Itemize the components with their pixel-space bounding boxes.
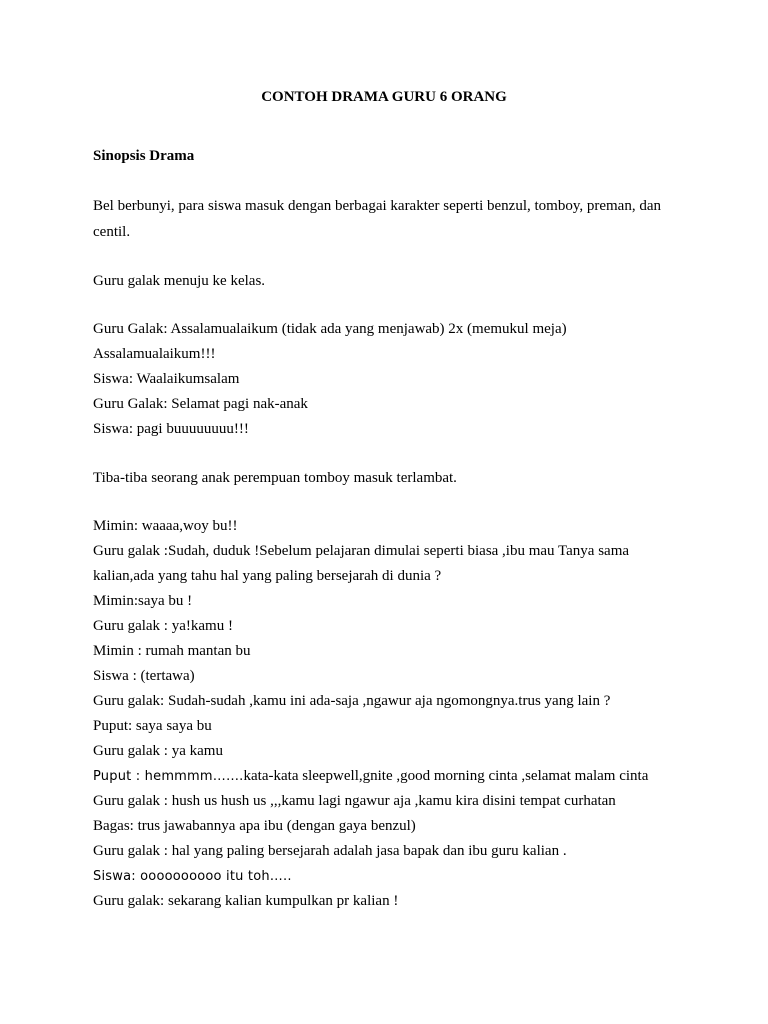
dialogue-line: Guru galak : hush us hush us ,,,kamu lagi ngawur aja ,kamu kira disini tempat curhatan [93, 793, 616, 809]
dialogue-line: Guru galak : ya!kamu ! [93, 618, 233, 634]
dialogue-line: Mimin: waaaa,woy bu!! [93, 518, 238, 534]
dialogue-line: Bagas: trus jawabannya apa ibu (dengan gaya benzul) [93, 818, 416, 834]
dialogue-line-puput [93, 764, 683, 789]
dialogue-line: Guru Galak: Assalamualaikum (tidak ada yang menjawab) 2x (memukul meja) [93, 321, 567, 337]
dialogue-line: kalian,ada yang tahu hal yang paling bersejarah di dunia ? [93, 568, 442, 584]
dialogue-line: Guru galak: sekarang kalian kumpulkan pr kalian ! [93, 893, 399, 909]
dialogue-block-greeting [93, 317, 683, 442]
dialogue-line: Siswa: Waalaikumsalam [93, 371, 240, 387]
dialogue-line: Siswa : (tertawa) [93, 668, 195, 684]
dialogue-line: Guru Galak: Selamat pagi nak-anak [93, 396, 308, 412]
dialogue-line: Guru galak: Sudah-sudah ,kamu ini ada-saja ,ngawur aja ngomongnya.trus yang lain ? [93, 693, 611, 709]
dialogue-line: Puput: saya saya bu [93, 718, 212, 734]
document-body [93, 193, 683, 937]
paragraph-teacher-enters: Guru galak menuju ke kelas. [93, 273, 266, 289]
dialogue-line: Mimin : rumah mantan bu [93, 643, 251, 659]
dialogue-line: Guru galak : ya kamu [93, 743, 223, 759]
dialogue-line-prefix: Puput : hemmmm……. [93, 769, 244, 784]
dialogue-line: Guru galak :Sudah, duduk !Sebelum pelajaran dimulai seperti biasa ,ibu mau Tanya sama [93, 543, 630, 559]
dialogue-line-rest: kata-kata sleepwell,gnite ,good morning cinta ,selamat malam cinta [243, 768, 649, 784]
paragraph-synopsis: Bel berbunyi, para siswa masuk dengan berbagai karakter seperti benzul, tomboy, preman, dan centil. [93, 198, 662, 240]
paragraph-late-student: Tiba-tiba seorang anak perempuan tomboy masuk terlambat. [93, 470, 457, 486]
dialogue-line-siswa: Siswa: oooooooooo itu toh….. [93, 869, 292, 884]
section-heading: Sinopsis Drama [93, 148, 195, 164]
document-title: CONTOH DRAMA GURU 6 ORANG [261, 89, 507, 105]
dialogue-line: Siswa: pagi buuuuuuuu!!! [93, 421, 249, 437]
dialogue-line: Mimin:saya bu ! [93, 593, 193, 609]
dialogue-line: Assalamualaikum!!! [93, 346, 216, 362]
dialogue-line: Guru galak : hal yang paling bersejarah adalah jasa bapak dan ibu guru kalian . [93, 843, 567, 859]
dialogue-block-main [93, 514, 683, 914]
